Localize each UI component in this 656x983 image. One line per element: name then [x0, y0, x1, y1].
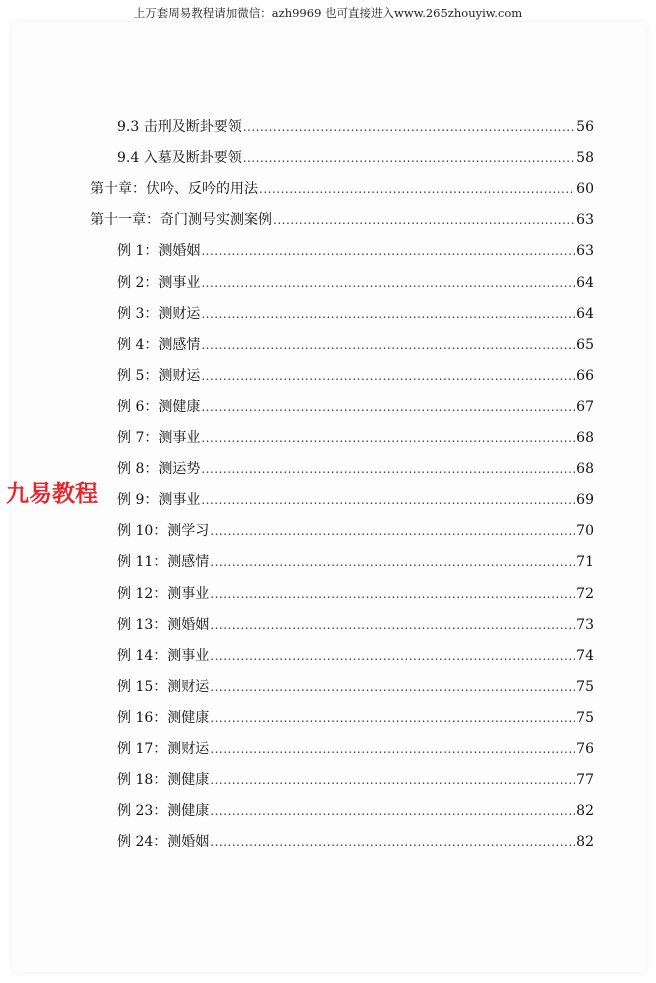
toc-entry-page-number: 71 — [576, 554, 594, 571]
toc-entry[interactable] — [117, 613, 594, 637]
toc-leader-dots — [210, 519, 575, 543]
toc-leader-dots — [210, 799, 575, 823]
toc-leader-dots — [243, 146, 575, 170]
toc-leader-dots — [273, 208, 575, 232]
toc-leader-dots — [210, 737, 575, 761]
toc-entry-label: 例 2：测事业 — [117, 274, 201, 291]
toc-entry[interactable] — [117, 830, 594, 854]
toc-entry[interactable] — [117, 271, 594, 295]
toc-entry-label: 例 8：测运势 — [117, 461, 201, 478]
toc-entry-label: 第十一章：奇门测号实测案例 — [90, 212, 272, 229]
toc-entry-label: 第十章：伏吟、反吟的用法 — [90, 181, 258, 198]
toc-entry-label: 9.3 击刑及断卦要领 — [117, 119, 242, 135]
toc-leader-dots — [210, 675, 575, 699]
toc-entry-label: 例 9：测事业 — [117, 492, 201, 509]
toc-entry-page-number: 58 — [576, 150, 594, 167]
page-header: 上万套周易教程请加微信：azh9969 也可直接进入www.265zhouyiw.com — [133, 6, 523, 20]
toc-leader-dots — [201, 271, 575, 295]
toc-entry-page-number: 63 — [576, 212, 594, 229]
toc-entry[interactable] — [90, 208, 594, 232]
toc-entry-label: 例 4：测感情 — [117, 336, 201, 353]
toc-entry[interactable] — [117, 675, 594, 699]
toc-entry-label: 例 11：测感情 — [117, 554, 210, 571]
toc-entry[interactable] — [117, 364, 594, 388]
toc-entry-page-number: 73 — [576, 616, 594, 633]
toc-entry-page-number: 82 — [576, 803, 594, 820]
toc-entry-page-number: 68 — [576, 461, 594, 478]
toc-entry[interactable] — [117, 799, 594, 823]
toc-entry-page-number: 68 — [576, 430, 594, 446]
toc-leader-dots — [210, 706, 575, 730]
toc-entry[interactable] — [90, 177, 594, 201]
toc-entry-page-number: 70 — [576, 523, 594, 540]
toc-entry-label: 例 18：测健康 — [117, 772, 210, 789]
toc-leader-dots — [201, 426, 575, 450]
toc-entry[interactable] — [117, 737, 594, 761]
toc-leader-dots — [201, 457, 575, 481]
toc-leader-dots — [210, 830, 575, 854]
toc-leader-dots — [243, 115, 575, 139]
toc-entry-page-number: 77 — [576, 772, 594, 789]
toc-entry-label: 例 10：测学习 — [117, 523, 210, 540]
toc-entry[interactable] — [117, 457, 594, 481]
toc-entry[interactable] — [117, 395, 594, 419]
toc-entry[interactable] — [117, 768, 594, 792]
toc-entry-label: 例 15：测财运 — [117, 678, 210, 695]
toc-entry[interactable] — [117, 426, 594, 450]
toc-entry[interactable] — [117, 582, 594, 606]
toc-leader-dots — [210, 768, 575, 792]
toc-leader-dots — [201, 302, 575, 326]
toc-entry-page-number: 66 — [576, 367, 594, 384]
toc-leader-dots — [201, 395, 575, 419]
toc-entry-page-number: 56 — [576, 119, 594, 135]
toc-entry[interactable] — [117, 302, 594, 326]
toc-leader-dots — [210, 644, 575, 668]
toc-entry-label: 9.4 入墓及断卦要领 — [117, 150, 242, 167]
toc-entry[interactable] — [117, 519, 594, 543]
toc-entry-page-number: 63 — [576, 243, 594, 260]
toc-entry-page-number: 72 — [576, 585, 594, 602]
toc-entry-label: 例 5：测财运 — [117, 367, 201, 384]
toc-entry[interactable] — [117, 644, 594, 668]
toc-entry-page-number: 64 — [576, 305, 594, 322]
toc-leader-dots — [201, 239, 575, 263]
toc-leader-dots — [259, 177, 575, 201]
toc-leader-dots — [210, 582, 575, 606]
toc-entry-page-number: 75 — [576, 709, 594, 726]
toc-leader-dots — [210, 550, 575, 574]
toc-entry-page-number: 69 — [576, 492, 594, 509]
toc-entry-label: 例 24：测婚姻 — [117, 834, 210, 851]
toc-entry-page-number: 60 — [576, 181, 594, 198]
toc-entry[interactable] — [117, 706, 594, 730]
toc-entry-label: 例 13：测婚姻 — [117, 616, 210, 633]
toc-entry-label: 例 23：测健康 — [117, 803, 210, 820]
toc-entry-page-number: 75 — [576, 678, 594, 695]
toc-entry[interactable] — [117, 146, 594, 170]
toc-leader-dots — [201, 333, 575, 357]
toc-entry-label: 例 7：测事业 — [117, 430, 201, 446]
toc-leader-dots — [210, 613, 575, 637]
toc-entry-label: 例 16：测健康 — [117, 709, 210, 726]
toc-entry-label: 例 1：测婚姻 — [117, 243, 201, 260]
toc-entry-page-number: 74 — [576, 647, 594, 664]
toc-entry[interactable] — [117, 488, 594, 512]
toc-entry-label: 例 17：测财运 — [117, 741, 210, 757]
toc-entry-label: 例 3：测财运 — [117, 305, 201, 322]
toc-entry-page-number: 67 — [576, 398, 594, 415]
toc-entry-label: 例 12：测事业 — [117, 585, 210, 602]
toc-entry[interactable] — [117, 115, 594, 139]
toc-entry-label: 例 6：测健康 — [117, 398, 201, 415]
toc-entry-page-number: 82 — [576, 834, 594, 851]
toc-entry-page-number: 76 — [576, 741, 594, 757]
toc-leader-dots — [201, 488, 575, 512]
toc-entry-label: 例 14：测事业 — [117, 647, 210, 664]
toc-leader-dots — [201, 364, 575, 388]
toc-entry-page-number: 64 — [576, 274, 594, 291]
toc-entry-page-number: 65 — [576, 336, 594, 353]
toc-entry[interactable] — [117, 333, 594, 357]
toc-entry[interactable] — [117, 239, 594, 263]
toc-entry[interactable] — [117, 550, 594, 574]
watermark-logo: 九易教程 — [6, 481, 98, 507]
